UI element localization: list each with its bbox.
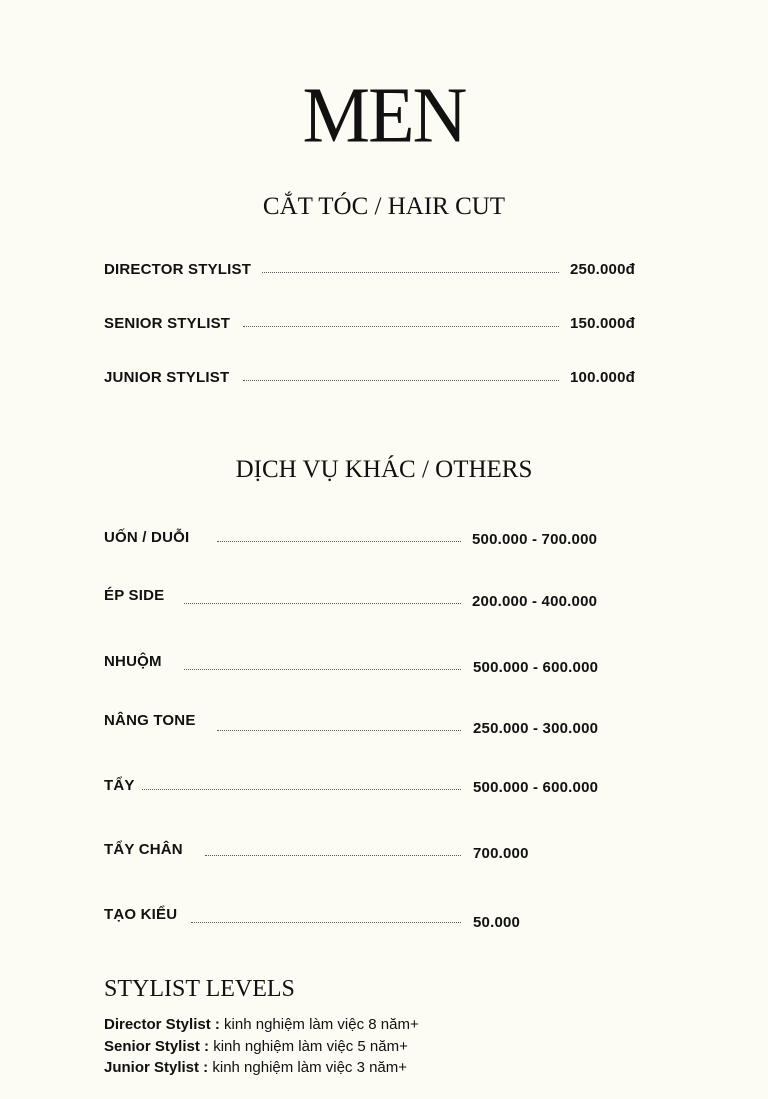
service-label: TẨY CHÂN: [104, 841, 183, 858]
service-price: 500.000 - 600.000: [473, 779, 599, 796]
price-row-nang-tone: [104, 705, 644, 737]
price-row-tay: [104, 770, 644, 794]
level-senior: [104, 1037, 408, 1057]
level-role: Senior Stylist :: [104, 1038, 210, 1055]
service-label: SENIOR STYLIST: [104, 315, 231, 332]
service-price: 250.000 - 300.000: [473, 720, 599, 737]
price-row-uon-duoi: [104, 522, 644, 546]
dotted-leader: [142, 789, 461, 790]
service-price: 200.000 - 400.000: [472, 593, 598, 610]
service-label: UỐN / DUỖI: [104, 529, 190, 546]
service-price: 50.000: [473, 914, 521, 931]
service-label: DIRECTOR STYLIST: [104, 261, 252, 278]
service-price: 500.000 - 700.000: [472, 531, 598, 548]
service-price: 150.000đ: [570, 315, 635, 332]
service-label: TẨY: [104, 777, 135, 794]
dotted-leader: [217, 730, 461, 731]
service-label: NHUỘM: [104, 653, 162, 670]
haircut-heading: CẮT TÓC / HAIR CUT: [262, 193, 506, 220]
stylist-levels-heading: STYLIST LEVELS: [104, 976, 295, 1002]
service-price: 700.000: [473, 845, 529, 862]
service-price: 100.000đ: [570, 369, 635, 386]
service-price: 250.000đ: [570, 261, 635, 278]
level-desc: kinh nghiệm làm việc 8 năm+: [219, 1016, 419, 1033]
dotted-leader: [205, 855, 461, 856]
service-label: TẠO KIỂU: [104, 906, 178, 923]
level-desc: kinh nghiệm làm việc 5 năm+: [209, 1038, 408, 1055]
service-label: ÉP SIDE: [104, 587, 165, 604]
price-row-tay-chan: [104, 834, 644, 862]
level-role: Junior Stylist :: [104, 1059, 209, 1076]
level-desc: kinh nghiệm làm việc 3 năm+: [208, 1059, 408, 1076]
dotted-leader: [191, 922, 461, 923]
dotted-leader: [243, 380, 559, 381]
dotted-leader: [262, 272, 559, 273]
price-row-senior: [104, 308, 664, 332]
service-label: JUNIOR STYLIST: [104, 369, 230, 386]
dotted-leader: [243, 326, 559, 327]
dotted-leader: [184, 603, 461, 604]
price-row-tao-kieu: [104, 899, 644, 931]
dotted-leader: [217, 541, 461, 542]
others-heading: DỊCH VỤ KHÁC / OTHERS: [235, 456, 533, 483]
level-director: [104, 1015, 419, 1035]
price-row-nhuom: [104, 646, 644, 676]
level-junior: [104, 1058, 407, 1078]
dotted-leader: [184, 669, 461, 670]
price-row-ep-side: [104, 580, 644, 610]
page-title: MEN: [302, 70, 466, 160]
price-row-director: [104, 254, 664, 278]
level-role: Director Stylist :: [104, 1016, 220, 1033]
price-row-junior: [104, 362, 664, 386]
service-price: 500.000 - 600.000: [473, 659, 599, 676]
service-label: NÂNG TONE: [104, 712, 196, 729]
